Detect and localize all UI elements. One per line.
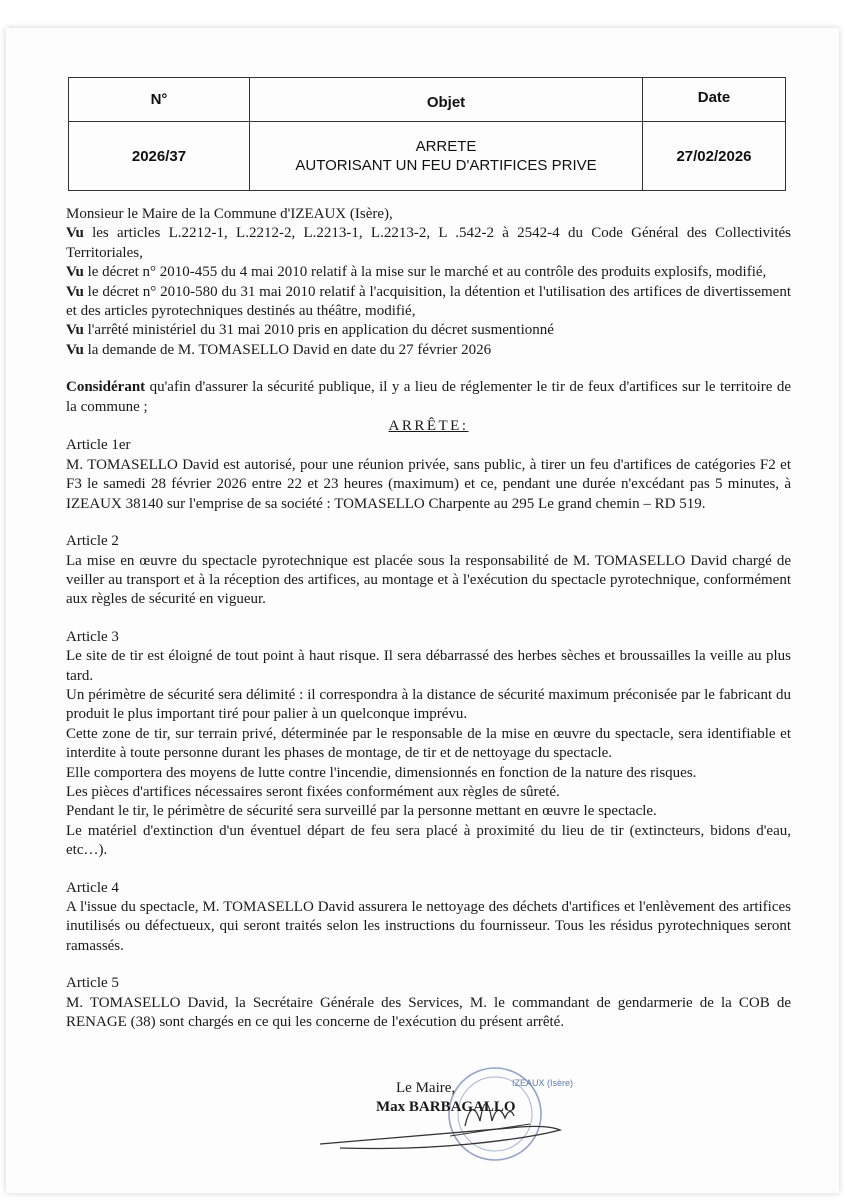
article-3-para-7: Le matériel d'extinction d'un éventuel départ de feu sera placé à proximité du lieu de tir (extincteurs, bidons d'eau, etc…). bbox=[66, 822, 791, 859]
signature-name: Max BARBAGALLO bbox=[376, 1099, 516, 1115]
decree-object-line2: AUTORISANT UN FEU D'ARTIFICES PRIVE bbox=[295, 157, 597, 174]
article-1-title: Article 1er bbox=[66, 437, 131, 454]
decree-object bbox=[250, 122, 643, 191]
article-2-title: Article 2 bbox=[66, 533, 119, 550]
vu-clause-4: Vu l'arrêté ministériel du 31 mai 2010 pris en application du décret susmentionné bbox=[66, 322, 554, 339]
article-3-para-6: Pendant le tir, le périmètre de sécurité sera surveillé par la personne mettant en œuvre le spectacle. bbox=[66, 803, 657, 820]
article-1-text: M. TOMASELLO David est autorisé, pour une réunion privée, sans public, à tirer un feu d'artifices de catégories F2 et F3 le samedi 28 février 2026 entre 22 et 23 heures (maximum) et ce, pendant une durée n'excédant pas 5 minutes, à IZEAUX 38140 sur l'emprise de sa société : TOMASELLO Charpente au 295 Le grand chemin – RD 519. bbox=[66, 456, 791, 512]
signature-title: Le Maire, bbox=[396, 1080, 456, 1096]
article-3-para-3: Cette zone de tir, sur terrain privé, déterminée par le responsable de la mise en œuvre du spectacle, sera identifiable et interdite à toute personne durant les phases de montage, de tir et de nettoyage du spectacle. bbox=[66, 725, 791, 762]
article-3-para-2: Un périmètre de sécurité sera délimité : il correspondra à la distance de sécurité maximum préconisée par le fabricant du produit le plus important tiré pour palier à un quelconque imprévu. bbox=[66, 686, 791, 723]
article-3-title: Article 3 bbox=[66, 628, 119, 645]
decree-object-line1: ARRETE bbox=[415, 138, 477, 155]
preamble-intro: Monsieur le Maire de la Commune d'IZEAUX (Isère), bbox=[66, 206, 393, 222]
article-3-para-5: Les pièces d'artifices nécessaires seront fixées conformément aux règles de sûreté. bbox=[66, 783, 560, 800]
article-3-para-1: Le site de tir est éloigné de tout point à haut risque. Il sera débarrassé des herbes sèches et broussailles la veille au plus tard. bbox=[66, 648, 791, 684]
arrete-heading: ARRÊTE: bbox=[388, 418, 469, 435]
header-col-date: Date bbox=[643, 78, 786, 122]
article-2-text: La mise en œuvre du spectacle pyrotechnique est placée sous la responsabilité de M. TOMASELLO David chargé de veiller au transport et à la réception des artifices, au montage et à l'exécution du spectacle pyrotechnique, conformément aux règles de sécurité en vigueur. bbox=[66, 552, 791, 608]
header-col-object: Objet bbox=[250, 78, 643, 122]
vu-clause-5: Vu la demande de M. TOMASELLO David en date du 27 février 2026 bbox=[66, 341, 492, 358]
article-4-text: A l'issue du spectacle, M. TOMASELLO David assurera le nettoyage des déchets d'artifices et l'enlèvement des artifices inutilisés ou défectueux, qui seront traités selon les instructions du fournisseur. Tous les résidus pyrotechniques seront ramassés. bbox=[66, 899, 791, 954]
vu-clause-3: Vu le décret n° 2010-580 du 31 mai 2010 relatif à l'acquisition, la détention et l'utilisation des artifices de divertissement et des articles pyrotechniques destinés au théâtre, modifié, bbox=[66, 283, 791, 320]
signature-block bbox=[300, 1080, 580, 1175]
header-col-number: N° bbox=[69, 78, 250, 122]
article-5-text: M. TOMASELLO David, la Secrétaire Générale des Services, M. le commandant de gendarmerie de la COB de RENAGE (38) sont chargés en ce qui les concerne de l'exécution du présent arrêté. bbox=[66, 994, 791, 1031]
vu-clause-1: Vu les articles L.2212-1, L.2212-2, L.2213-1, L.2213-2, L .542-2 à 2542-4 du Code Général des Collectivités Territoriales, bbox=[66, 225, 791, 261]
decree-body bbox=[66, 205, 791, 1032]
decree-number: 2026/37 bbox=[69, 122, 250, 191]
considerant-clause: Considérant qu'afin d'assurer la sécurité publique, il y a lieu de réglementer le tir de feux d'artifices sur le territoire de la commune ; bbox=[66, 379, 791, 415]
vu-clause-2: Vu le décret n° 2010-455 du 4 mai 2010 relatif à la mise sur le marché et au contrôle des produits explosifs, modifié, bbox=[66, 264, 767, 281]
stamp-text: IZEAUX (Isère) bbox=[512, 1078, 574, 1088]
article-4-title: Article 4 bbox=[66, 879, 119, 896]
decree-date: 27/02/2026 bbox=[643, 122, 786, 191]
article-3-para-4: Elle comportera des moyens de lutte contre l'incendie, dimensionnés en fonction de la nature des risques. bbox=[66, 764, 697, 781]
article-5-title: Article 5 bbox=[66, 975, 119, 992]
header-table bbox=[68, 77, 786, 191]
